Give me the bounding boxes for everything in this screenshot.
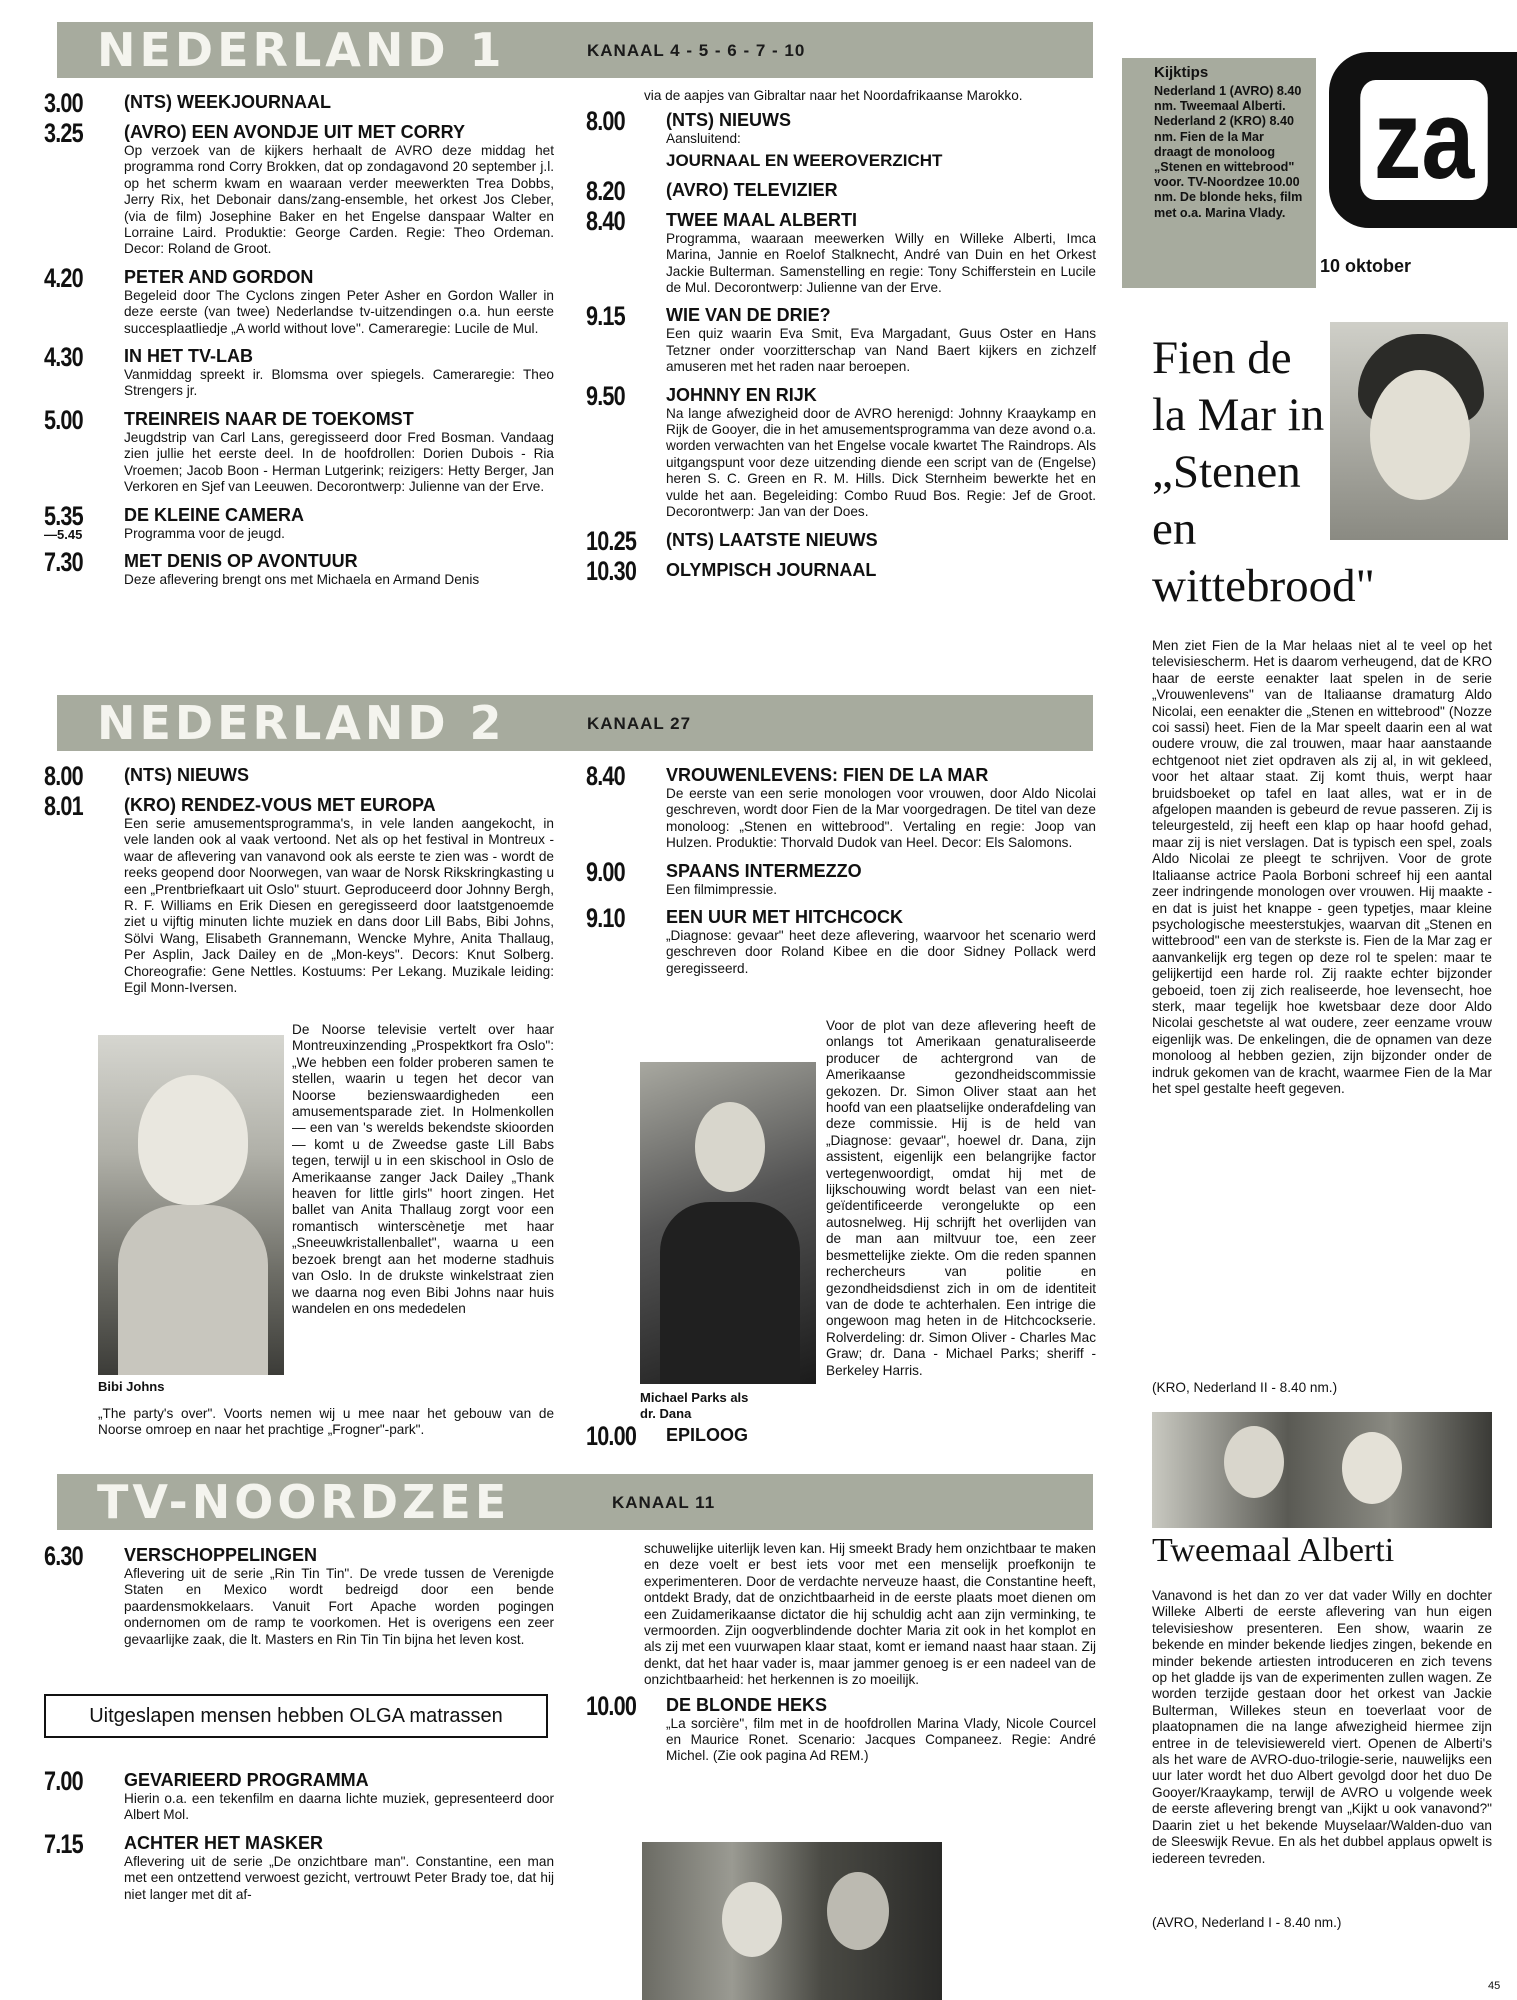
program-description: Een filmimpressie. (666, 881, 778, 897)
fien-credit: (KRO, Nederland II - 8.40 nm.) (1152, 1380, 1338, 1395)
fien-de-la-mar-photo (1330, 322, 1508, 540)
program-title: JOHNNY EN RIJK (666, 384, 817, 405)
program-title: (AVRO) EEN AVONDJE UIT MET CORRY (124, 122, 466, 142)
noordzee-right-column (586, 1541, 1096, 1774)
date-label: 10 oktober (1320, 256, 1412, 276)
program-entry (44, 118, 554, 258)
portrait-willy (1224, 1426, 1284, 1498)
program-entry (44, 791, 554, 996)
noordzee-left-column-2 (44, 1766, 554, 1912)
ned1-left-column (44, 88, 554, 597)
program-entry (44, 1766, 554, 1824)
program-entry (586, 301, 1096, 375)
photo-caption: Bibi Johns (98, 1379, 165, 1394)
noordzee-left-column (44, 1541, 554, 1657)
program-entry (586, 525, 1096, 556)
fien-headline: Fien de la Mar in „Stenen en wittebrood" (1152, 332, 1375, 612)
program-description: Een quiz waarin Eva Smit, Eva Margadant, Guus Oster en Hans Tetzner onder voorzitterschap van Nand Baert kijkers en zichzelf amuseren met het raden naar beroepen. (666, 326, 1096, 375)
program-description: Programma voor de jeugd. (124, 525, 285, 541)
program-title: (NTS) WEEKJOURNAAL (124, 92, 331, 112)
program-time: 7.00 (44, 1766, 83, 1796)
continued-text: via de aapjes van Gibraltar naar het Noordafrikaanse Marokko. (644, 88, 1023, 103)
program-entry (44, 761, 554, 791)
program-entry (44, 342, 554, 400)
alberti-headline: Tweemaal Alberti (1152, 1532, 1395, 1569)
program-description: Deze aflevering brengt ons met Michaela en Armand Denis (124, 571, 480, 587)
program-entry (586, 205, 1096, 297)
program-title: GEVARIEERD PROGRAMMA (124, 1770, 369, 1790)
program-end-time: —5.45 (44, 526, 83, 542)
norway-text: De Noorse televisie vertelt over haar Montreuxinzending „Prospektkort fra Oslo": „We hebben een folder proberen samen te stellen, waarin u tegen het decor van Noorse bezienswaardigheden een amusementsparade ziet. In Holmenkollen — een van 's werelds bekendste skioorden — komt u de Zweedse gaste Lill Babs tegen, terwijl u in een skischool in Oslo de Amerikaanse zanger Jack Dailey „Thank heaven for little girls" hoort zingen. Het ballet van Anita Thallaug zorgt voor een romantisch winterscènetje met haar „Sneeuwkristallenballet", waarna u een bezoek brengt aan het moderne stadhuis van Oslo. In de drukste winkelstraat zien we daarna nog even Bibi Johns naar huis wandelen en ons mededelen (292, 1022, 554, 1316)
ned2-left-column (44, 761, 554, 1005)
program-time: 10.30 (586, 555, 637, 586)
program-time: 9.50 (586, 380, 625, 411)
program-entry (586, 856, 1096, 898)
program-time: 9.10 (586, 903, 625, 934)
norway-text-end: „The party's over". Voorts nemen wij u mee naar het gebouw van de Noorse omroep en naar het prachtige „Frogner"-park". (98, 1406, 554, 1438)
program-entry (44, 546, 554, 588)
program-description: Een serie amusementsprogramma's, in vele landen aangekocht, in vele landen ook al vaak vertoond. Net als op het festival in Montreux - waar de aflevering van vanavond ook als eerste te zien was - wordt de reeks geopend door Noorwegen, van waar de Norsk Rikskringkasting u een „Prentbriefkaart uit Oslo" stuurt. Geproduceerd door Johnny Bergh, R. F. Williams en Erik Diesen en geregisseerd door laatstgenoemde ziet u vijftig minuten lichte muziek en dans door Lill Babs, Bibi Johns, Sölvi Wang, Elisabeth Grannemann, Wencke Myhre, Anita Thallaug, Per Asplin, Jack Dailey en de „Mon-keys". Decors: Knut Solberg. Choreografie: Gene Nettles. Kostuums: Per Lekang. Muzikale leiding: Egil Monn-Iversen. (124, 816, 554, 996)
program-entry (586, 555, 1096, 586)
program-entry (586, 761, 1096, 852)
program-time: 7.30 (44, 546, 83, 577)
program-description: Aflevering uit de serie „Rin Tin Tin". De vrede tussen de Verenigde Staten en Mexico wordt bedreigd door een bende paardensmokkelaars. Vanuit Fort Apache worden pogingen ondernomen om de ramp te voorkomen. Het is overigens een zeer gevaarlijke zaak, die lt. Masters en Rin Tin Tin bijna het leven kost. (124, 1566, 554, 1647)
portrait-figure (138, 1075, 248, 1205)
portrait-man (827, 1872, 889, 1950)
program-title: (AVRO) TELEVIZIER (666, 179, 838, 200)
michael-parks-photo (640, 1062, 816, 1384)
program-time: 8.00 (44, 761, 83, 791)
program-title: (KRO) RENDEZ-VOUS MET EUROPA (124, 795, 436, 815)
program-entry (586, 903, 1096, 977)
portrait-willeke (1342, 1432, 1402, 1504)
fien-article-text: Men ziet Fien de la Mar helaas niet al te veel op het televisiescherm. Het is daarom verheugend, dat de KRO haar de eerste eenakter laat spelen in de serie „Vrouwenlevens" van de Italiaanse dramaturg Aldo Nicolai, een eenakter die „Stenen en wittebrood" (Nozze coi sassi) heet. Fien de la Mar speelt daarin een al wat oudere vrouw, die zal trouwen, maar haar aanstaande echtgenoot niet ziet opdraven als zij al, in wit gekleed, voor het altaar staat. Zij komt thuis, werpt haar bruidsboeket op tafel en laat alles, wat er in de afgelopen maanden is gebeurd de revue passeren. Zij is teleurgesteld, zij heeft een klap op haar hoofd gehad, maar zij is niet verslagen. Dat is typisch een spel, zoals Aldo Nicolai ze pleegt te schrijven. Voor de grote Italiaanse actrice Paola Borboni schreef hij een aantal zeer indringende monologen over vrouwen. Hij maakte - en dat is juist het knappe - geen typetjes, maar kleine psychologische meesterstukjes, waarvan dit „Stenen en wittebrood" een van de sterkste is. Fien de la Mar zag er aanvankelijk erg tegen op deze rol te spelen: maar te gelijkertijd een harde rol. Zij raakte echter bijzonder geboeid, toen zij zich realiseerde, hoe levensecht, hoe sterk, maar tegelijk hoe kwetsbaar deze door Aldo Nicolai geschetste al wat oudere, zeer eenzame vrouw eigenlijk was. De enkelingen, die de opnamen van deze monoloog al hebben gezien, zijn bijzonder onder de indruk gekomen van de kracht, waarmee Fien de la Mar het spel gestalte heeft gegeven. (1152, 638, 1493, 1096)
portrait-face (1370, 370, 1470, 500)
portrait-dress (118, 1205, 268, 1375)
program-time: 8.01 (44, 791, 83, 821)
program-description: Op verzoek van de kijkers herhaalt de AVRO deze middag het programma rond Corry Brokken, dat op zondagavond 20 september j.l. op het scherm kwam en waaraan verder meewerkten Trea Dobbs, Jerry Rix, het Debonair dans/zang-ensemble, het orkest Jos Cleber, (via de film) Josephine Baker en het Engelse danspaar Walter en Lorraine Laird. Produktie: George Carden. Regie: Theo Ordeman. Decor: Roland de Groot. (124, 143, 554, 257)
program-time: 4.20 (44, 262, 83, 293)
program-title: MET DENIS OP AVONTUUR (124, 550, 358, 571)
program-time: 5.35 (44, 500, 83, 531)
program-time: 10.00 (586, 1421, 637, 1451)
channel-name: NEDERLAND 2 (97, 696, 506, 750)
channel-number: KANAAL 27 (587, 714, 692, 733)
program-description: Begeleid door The Cyclons zingen Peter Asher en Gordon Waller in deze eerste (van twee) Nederlandse tv-uitzendingen o.a. hun eerste succesplaatliedje „A world without love". Cameraregie: Lucile de Mul. (124, 287, 554, 336)
banner-nederland-2 (57, 695, 1093, 751)
portrait-suit (660, 1202, 800, 1384)
program-title: EEN UUR MET HITCHCOCK (666, 907, 903, 928)
day-badge (1329, 52, 1517, 228)
program-description: „La sorcière", film met in de hoofdrollen Marina Vlady, Nicole Courcel en Maurice Ronet. Scenario: Jacques Companeez. Regie: André Michel. (Zie ook pagina Ad REM.) (666, 1715, 1096, 1764)
program-title: VERSCHOPPELINGEN (124, 1545, 318, 1565)
program-title: SPAANS INTERMEZZO (666, 860, 862, 881)
page-number: 45 (1488, 1980, 1501, 1992)
program-entry (586, 175, 1096, 206)
program-time: 8.40 (586, 761, 625, 791)
program-description: Aansluitend: (666, 131, 741, 147)
channel-name: NEDERLAND 1 (97, 23, 506, 77)
program-time: 3.00 (44, 88, 83, 118)
program-entry (586, 380, 1096, 521)
alberti-article-text: Vanavond is het dan zo ver dat vader Willy en dochter Willeke Alberti de eerste aflevering van hun eigen televisieshow presenteren. Een show, waarin ze bekende en minder bekende liedjes zingen, bekende en minder bekende artiesten introduceren en zich tevens op het gladde ijs van de experimenten zullen wagen. Ze worden terzijde gestaan door het orkest van Jackie Bulterman, Willekes steun en toeverlaat voor de plaatopnamen die na lange afwezigheid hiermee zijn entree in de televisiewereld viert. Openen de Alberti's als het ware de AVRO-duo-trilogie-serie, nauwelijks een uur later wordt het duo Albert gevolgd door het duo De Gooyer/Kraaykamp, terwijl de AVRO u volgende week de eerste aflevering brengt van „Kijkt u ook vanavond?" Daarin ziet u het bekende Muyselaar/Walden-duo van de Sleeswijk Revue. En als het dubbel applaus opwelt is iedereen tevreden. (1152, 1588, 1492, 1866)
bibi-johns-photo (98, 1035, 284, 1375)
program-title: DE KLEINE CAMERA (124, 504, 305, 525)
portrait-head (695, 1102, 765, 1192)
program-description: De eerste van een serie monologen voor vrouwen, door Aldo Nicolai geschreven, wordt door Fien de la Mar voorgedragen. De titel van deze monoloog: „Stenen en wittebrood". Vertaling en regie: Joop van Hulzen. Produktie: Thorvald Dudok van Heel. Decor: Els Salomons. (666, 786, 1096, 851)
kijktips-title: Kijktips (1154, 64, 1209, 81)
program-title: DE BLONDE HEKS (666, 1694, 828, 1715)
program-title: VROUWENLEVENS: FIEN DE LA MAR (666, 765, 989, 785)
program-entry (44, 1828, 554, 1903)
program-subtitle: JOURNAAL EN WEEROVERZICHT (666, 150, 943, 170)
program-entry (586, 1690, 1096, 1765)
kijktips-text: Nederland 1 (AVRO) 8.40 nm. Tweemaal Alberti. Nederland 2 (KRO) 8.40 nm. Fien de la Mar draagt de monoloog „Stenen en wittebrood" voor. TV-Noordzee 10.00 nm. De blonde heks, film met o.a. Marina Vlady. (1154, 84, 1303, 220)
program-time: 10.00 (586, 1690, 637, 1721)
program-time: 9.15 (586, 301, 625, 332)
program-time: 10.25 (586, 525, 637, 556)
day-label: za (1360, 80, 1488, 200)
program-description: Na lange afwezigheid door de AVRO herenigd: Johnny Kraaykamp en Rijk de Gooyer, die in het amusementsprogramma van deze avond o.a. worden verwachten van het Engelse vocale kwartet The Raindrops. Als uitgangspunt voor deze uitzending diende een script van de (Engelse) heren S. C. Green en R. M. Hills. Dick Sternheim bewerkte het en vulde het aan. Begeleiding: Combo Ruud Bos. Regie: Jef de Groot. Decorontwerp: Jan van der Does. (666, 405, 1096, 520)
program-time: 8.00 (586, 106, 625, 137)
alberti-photo (1152, 1412, 1492, 1528)
program-time: 4.30 (44, 342, 83, 373)
program-title: TWEE MAAL ALBERTI (666, 209, 857, 230)
banner-nederland-1 (57, 22, 1093, 78)
program-title: OLYMPISCH JOURNAAL (666, 559, 877, 580)
program-time: 5.00 (44, 404, 83, 435)
program-time: 6.30 (44, 1541, 83, 1571)
program-epiloog (586, 1421, 1096, 1451)
program-title: ACHTER HET MASKER (124, 1832, 324, 1853)
program-time: 3.25 (44, 118, 83, 148)
program-entry (586, 106, 1096, 170)
program-title: (NTS) LAATSTE NIEUWS (666, 529, 878, 550)
ned1-right-column (586, 88, 1096, 590)
program-description: „Diagnose: gevaar" heet deze aflevering, waarvoor het scenario werd geschreven door Roland Kibee en die door Sidney Pollack werd geregisseerd. (666, 928, 1096, 976)
channel-number: KANAAL 4 - 5 - 6 - 7 - 10 (587, 41, 806, 60)
photo-caption: Michael Parks als dr. Dana (640, 1390, 749, 1421)
channel-number: KANAAL 11 (612, 1493, 716, 1512)
program-entry (44, 500, 554, 542)
program-title: IN HET TV-LAB (124, 346, 253, 367)
program-entry (44, 262, 554, 337)
program-title: WIE VAN DE DRIE? (666, 305, 831, 326)
hitchcock-text: Voor de plot van deze aflevering heeft de onlangs tot Amerikaan genaturaliseerde producer de achtergrond van de Amerikaanse gezondheidscommissie gekozen. Dr. Simon Oliver staat aan het hoofd van een plaatselijke onderafdeling van deze commissie. Hij is de held van „Diagnose: gevaar", hoewel dr. Dana, zijn assistent, eigenlijk een belangrijke factor vertegenwoordigt, omdat hij met de lijkschouwing wordt belast van een niet-geïdentificeerde verongelukte op een autosnelweg. Hij schrijft het overlijden van de man aan miltvuur toe, een zeer besmettelijke ziekte. Om die reden spannen rechercheurs van politie en gezondheidsdienst zich in om de identiteit van de dode te achterhalen. Een intrige die ongewoon mag heten in de Hitchcockserie. Rolverdeling: dr. Simon Oliver - Charles Mac Graw; dr. Dana - Michael Parks; sheriff - Berkeley Harris. (826, 1018, 1096, 1378)
program-title: (NTS) NIEUWS (666, 110, 791, 131)
program-entry (44, 404, 554, 496)
blonde-heks-photo (642, 1842, 942, 2000)
program-time: 9.00 (586, 856, 625, 887)
portrait-woman (722, 1882, 782, 1957)
channel-name: TV-NOORDZEE (97, 1475, 511, 1529)
banner-tv-noordzee (57, 1474, 1093, 1530)
kijktips-box (1122, 58, 1412, 288)
program-title: TREINREIS NAAR DE TOEKOMST (124, 408, 414, 429)
program-entry (44, 1541, 554, 1648)
program-entry (44, 88, 554, 118)
program-description: Jeugdstrip van Carl Lans, geregisseerd door Fred Bosman. Vandaag zien jullie het eerste deel. In de hoofdrollen: Dorien Dubois - Ria Vroemen; Jacob Boon - Herman Lutgerink; reizigers: Hetty Berger, Jan Verkoren en Sjef van Leeuwen. Decorontwerp: Julienne van der Erve. (124, 429, 554, 495)
olga-advertisement: Uitgeslapen mensen hebben OLGA matrassen (44, 1694, 548, 1738)
program-time: 8.40 (586, 205, 625, 236)
alberti-credit: (AVRO, Nederland I - 8.40 nm.) (1152, 1915, 1342, 1930)
program-time: 8.20 (586, 175, 625, 206)
continued-text: schuwelijke uiterlijk leven kan. Hij smeekt Brady hem onzichtbaar te maken en deze voelt er best iets voor met een menselijk proefkonijn te experimenteren. Door de verdachte nerveuze haast, die Constantine heeft, ontdekt Brady, dat de onzichtbaarheid in de eerste plaats moet dienen om een Zuidamerikaanse dictator die hij schuldig acht aan zijn verminking, te vermoorden. Zijn oogverblindende dochter Maria zit ook in het komplot en als zij met een vuurwapen klaar staat, komt er iemand naast haar staan. Zij denkt, dat het haar vader is, maar jammer genoeg is er een nadeel van de onzichtbaarheid: het herkennen is zo moeilijk. (644, 1541, 1096, 1688)
program-title: (NTS) NIEUWS (124, 765, 249, 785)
program-description: Aflevering uit de serie „De onzichtbare man". Constantine, een man met een ontzettend verwoest gezicht, vertrouwt Peter Brady toe, dat hij niet langer met dit af- (124, 1853, 554, 1902)
program-title: PETER AND GORDON (124, 266, 314, 287)
program-description: Hierin o.a. een tekenfilm en daarna lichte muziek, gepresenteerd door Albert Mol. (124, 1791, 554, 1823)
program-description: Programma, waaraan meewerken Willy en Willeke Alberti, Imca Marina, Jannie en Roelof Stalknecht, André van Duin en het Orkest Jackie Bulterman. Samenstelling en regie: Tony Schifferstein en Lucile de Mul. Decorontwerp: Julienne van der Erve. (666, 230, 1096, 296)
ned2-right-column (586, 761, 1096, 986)
program-title: EPILOOG (666, 1425, 749, 1445)
program-time: 7.15 (44, 1828, 83, 1859)
program-description: Vanmiddag spreekt ir. Blomsma over spiegels. Cameraregie: Theo Strengers jr. (124, 367, 554, 399)
